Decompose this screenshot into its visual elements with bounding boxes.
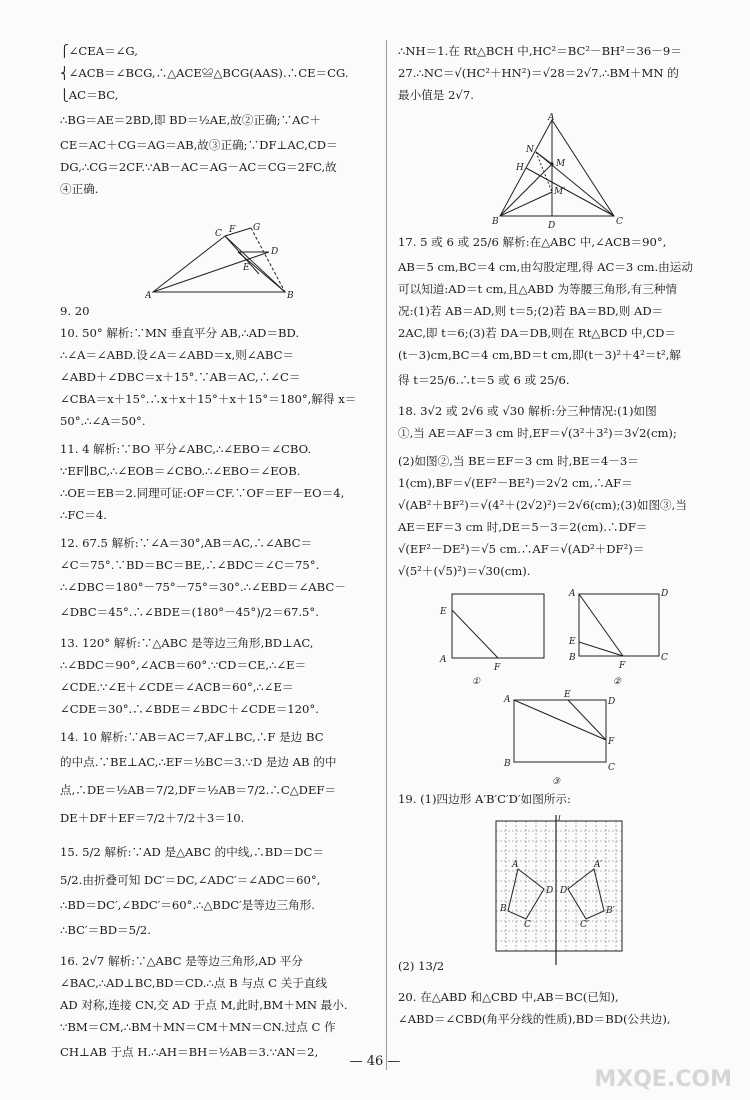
label-b: B [500, 904, 507, 914]
text-line: √(5²＋(√5)²)＝√30(cm). [398, 564, 531, 578]
label-c: C [616, 217, 623, 227]
label-f: F [608, 737, 615, 747]
text-line: ∠C＝75°.∵BD＝BC＝BE,∴∠BDC＝∠C＝75°. [60, 558, 320, 572]
label-b: B [569, 653, 576, 663]
text-line: ∴FC＝4. [60, 508, 107, 522]
page-number: — 46 — [349, 1054, 401, 1069]
text-line: 的中点.∵BE⊥AC,∴EF＝½BC＝3.∵D 是边 AB 的中 [60, 755, 337, 769]
text-line: 50°.∴∠A＝50°. [60, 414, 146, 428]
text-line: ∴∠DBC＝180°－75°－75°＝30°.∴∠EBD＝∠ABC－ [60, 580, 346, 594]
text-line: ∴OE＝EB＝2.同理可证:OF＝CF.∵OF＝EF－EO＝4, [60, 486, 345, 500]
circled-3: ③ [552, 777, 561, 787]
text-line: ①,当 AE＝AF＝3 cm 时,EF＝√(3²＋3²)＝3√2(cm); [398, 426, 677, 440]
figure-q18-1 [438, 588, 548, 688]
text-line: 18. 3√2 或 2√6 或 √30 解析:分三种情况:(1)如图 [398, 404, 657, 418]
text-line: 14. 10 解析:∵AB＝AC＝7,AF⊥BC,∴F 是边 BC [60, 730, 324, 744]
text-line: ∠CDE.∵∠E＋∠CDE＝∠ACB＝60°,∴∠E＝ [60, 680, 294, 694]
label-c-prime: C′ [580, 920, 589, 930]
text-line: ∴NH＝1.在 Rt△BCH 中,HC²＝BC²－BH²＝36－9＝ [398, 44, 682, 58]
text-line: ∠DBC＝45°.∴∠BDE＝(180°－45°)/2＝67.5°. [60, 605, 319, 619]
text-line: 得 t＝25/6.∴t＝5 或 6 或 25/6. [398, 373, 570, 387]
text-line: DE＋DF＋EF＝7/2＋7/2＋3＝10. [60, 811, 245, 825]
text-line: AE＝EF＝3 cm 时,DE＝5－3＝2(cm).∴DF＝ [398, 520, 648, 534]
label-e: E [564, 690, 571, 700]
left-column [60, 40, 390, 1066]
text-line: √(EF²－DE²)＝√5 cm.∴AF＝√(AD²＋DF²)＝ [398, 542, 645, 556]
label-a: A [569, 589, 576, 599]
text-line: (2) 13/2 [398, 959, 445, 973]
text-line: AB＝5 cm,BC＝4 cm,由勾股定理,得 AC＝3 cm.由运动 [398, 260, 693, 274]
figure-q19-grid [490, 815, 630, 965]
text-line: 16. 2√7 解析:∵△ABC 是等边三角形,AD 平分 [60, 954, 304, 968]
label-a: A [504, 695, 511, 705]
figure-q8 [145, 222, 305, 302]
label-b: B [287, 291, 294, 301]
text-line: ∵BM＝CM,∴BM＋MN＝CM＋MN＝CN.过点 C 作 [60, 1020, 336, 1034]
label-n: N [526, 145, 534, 155]
label-g: G [253, 223, 261, 233]
label-e: E [243, 263, 250, 273]
label-f: F [229, 225, 236, 235]
label-a: A [548, 113, 555, 123]
watermark: MXQE.COM [594, 1067, 732, 1092]
label-a-prime: A′ [594, 860, 603, 870]
text-line: 1(cm),BF＝√(EF²－BE²)＝2√2 cm,∴AF＝ [398, 476, 633, 490]
text-line: 11. 4 解析:∵BO 平分∠ABC,∴∠EBO＝∠CBO. [60, 442, 312, 456]
text-line: 20. 在△ABD 和△CBD 中,AB＝BC(已知), [398, 990, 619, 1004]
label-h: H [516, 163, 524, 173]
figure-q16 [490, 112, 630, 232]
text-line: (t－3)cm,BC＝4 cm,BD＝t cm,即(t－3)²＋4²＝t²,解 [398, 348, 681, 362]
label-a: A [512, 860, 519, 870]
label-c: C [215, 229, 222, 239]
label-d: D [548, 221, 556, 231]
text-line: ∠CBA＝x＋15°.∴x＋x＋15°＋x＋15°＝180°,解得 x＝ [60, 392, 357, 406]
label-e: E [440, 607, 447, 617]
text-line: CE＝AC＋CG＝AG＝AB,故③正确;∵DF⊥AC,CD＝ [60, 138, 338, 152]
label-d: D [546, 886, 554, 896]
text-line: ∴∠A＝∠ABD.设∠A＝∠ABD＝x,则∠ABC＝ [60, 348, 295, 362]
text-line: ∠ABD＋∠DBC＝x＋15°.∵AB＝AC,∴∠C＝ [60, 370, 301, 384]
label-d: D [271, 247, 279, 257]
label-f: F [494, 663, 501, 673]
text-line: ∴∠BDC＝90°,∠ACB＝60°.∵CD＝CE,∴∠E＝ [60, 658, 307, 672]
text-line: 19. (1)四边形 A′B′C′D′如图所示: [398, 792, 571, 806]
text-line: 10. 50° 解析:∵MN 垂直平分 AB,∴AD＝BD. [60, 326, 300, 340]
text-line: 况:(1)若 AB＝AD,则 t＝5;(2)若 BA＝BD,则 AD＝ [398, 304, 664, 318]
text-line: √(AB²＋BF²)＝√(4²＋(2√2)²)＝2√6(cm);(3)如图③,当 [398, 498, 687, 512]
text-line: 2AC,即 t＝6;(3)若 DA＝DB,则在 Rt△BCD 中,CD＝ [398, 326, 676, 340]
label-d: D [661, 589, 669, 599]
text-line: ∴BC′＝BD＝5/2. [60, 923, 151, 937]
text-line: 17. 5 或 6 或 25/6 解析:在△ABC 中,∠ACB＝90°, [398, 235, 667, 249]
label-m: M [556, 159, 566, 169]
text-line: ∴BG＝AE＝2BD,即 BD＝½AE,故②正确;∵AC＋ [60, 113, 322, 127]
text-line: ⎩AC＝BC, [60, 88, 119, 102]
label-d-prime: D′ [560, 886, 570, 896]
text-line: 27.∴NC＝√(HC²＋HN²)＝√28＝2√7.∴BM＋MN 的 [398, 66, 679, 80]
text-line: ⎨∠ACB＝∠BCG,∴△ACE≌△BCG(AAS).∴CE＝CG. [60, 66, 349, 80]
circled-2: ② [613, 677, 622, 687]
circled-1: ① [472, 677, 481, 687]
text-line: ⎧∠CEA＝∠G, [60, 44, 138, 58]
label-l: l [558, 815, 561, 824]
text-line: 15. 5/2 解析:∵AD 是△ABC 的中线,∴BD＝DC＝ [60, 845, 324, 859]
label-c: C [608, 763, 615, 773]
answer-9: 9. 20 [60, 304, 90, 318]
label-b-prime: B′ [606, 906, 615, 916]
label-m-prime: M′ [554, 187, 566, 197]
label-c: C [524, 920, 531, 930]
text-line: 5/2.由折叠可知 DC′＝DC,∠ADC′＝∠ADC＝60°, [60, 873, 321, 887]
text-line: ∠ABD＝∠CBD(角平分线的性质),BD＝BD(公共边), [398, 1012, 671, 1026]
text-line: CH⊥AB 于点 H.∴AH＝BH＝½AB＝3.∵AN＝2, [60, 1045, 319, 1059]
label-d: D [608, 697, 616, 707]
text-line: 13. 120° 解析:∵△ABC 是等边三角形,BD⊥AC, [60, 636, 314, 650]
text-line: ∠CDE＝30°.∴∠BDE＝∠BDC＋∠CDE＝120°. [60, 702, 319, 716]
text-line: ∴BD＝DC′,∠BDC′＝60°.∴△BDC′是等边三角形. [60, 898, 315, 912]
label-f: F [619, 661, 626, 671]
label-a: A [440, 655, 447, 665]
text-line: 12. 67.5 解析:∵∠A＝30°,AB＝AC,∴∠ABC＝ [60, 536, 313, 550]
text-line: ∠BAC,∴AD⊥BC,BD＝CD.∴点 B 与点 C 关于直线 [60, 976, 328, 990]
label-e: E [569, 637, 576, 647]
text-line: (2)如图②,当 BE＝EF＝3 cm 时,BE＝4－3＝ [398, 454, 639, 468]
figure-q18-3 [500, 690, 630, 790]
label-b: B [492, 217, 499, 227]
figure-q18-2 [565, 588, 675, 688]
text-line: 可以知道:AD＝t cm,且△ABD 为等腰三角形,有三种情 [398, 282, 678, 296]
text-line: 最小值是 2√7. [398, 88, 474, 102]
text-line: DG,∴CG＝2CF.∵AB－AC＝AG－AC＝CG＝2FC,故 [60, 160, 337, 174]
text-line: ④正确. [60, 182, 99, 196]
label-c: C [661, 653, 668, 663]
text-line: ∵EF∥BC,∴∠EOB＝∠CBO.∴∠EBO＝∠EOB. [60, 464, 301, 478]
label-a: A [145, 291, 152, 301]
label-b: B [504, 759, 511, 769]
text-line: AD 对称,连接 CN,交 AD 于点 M,此时,BM＋MN 最小. [60, 998, 348, 1012]
text-line: 点,∴DE＝½AB＝7/2,DF＝½AB＝7/2.∴C△DEF＝ [60, 783, 337, 797]
